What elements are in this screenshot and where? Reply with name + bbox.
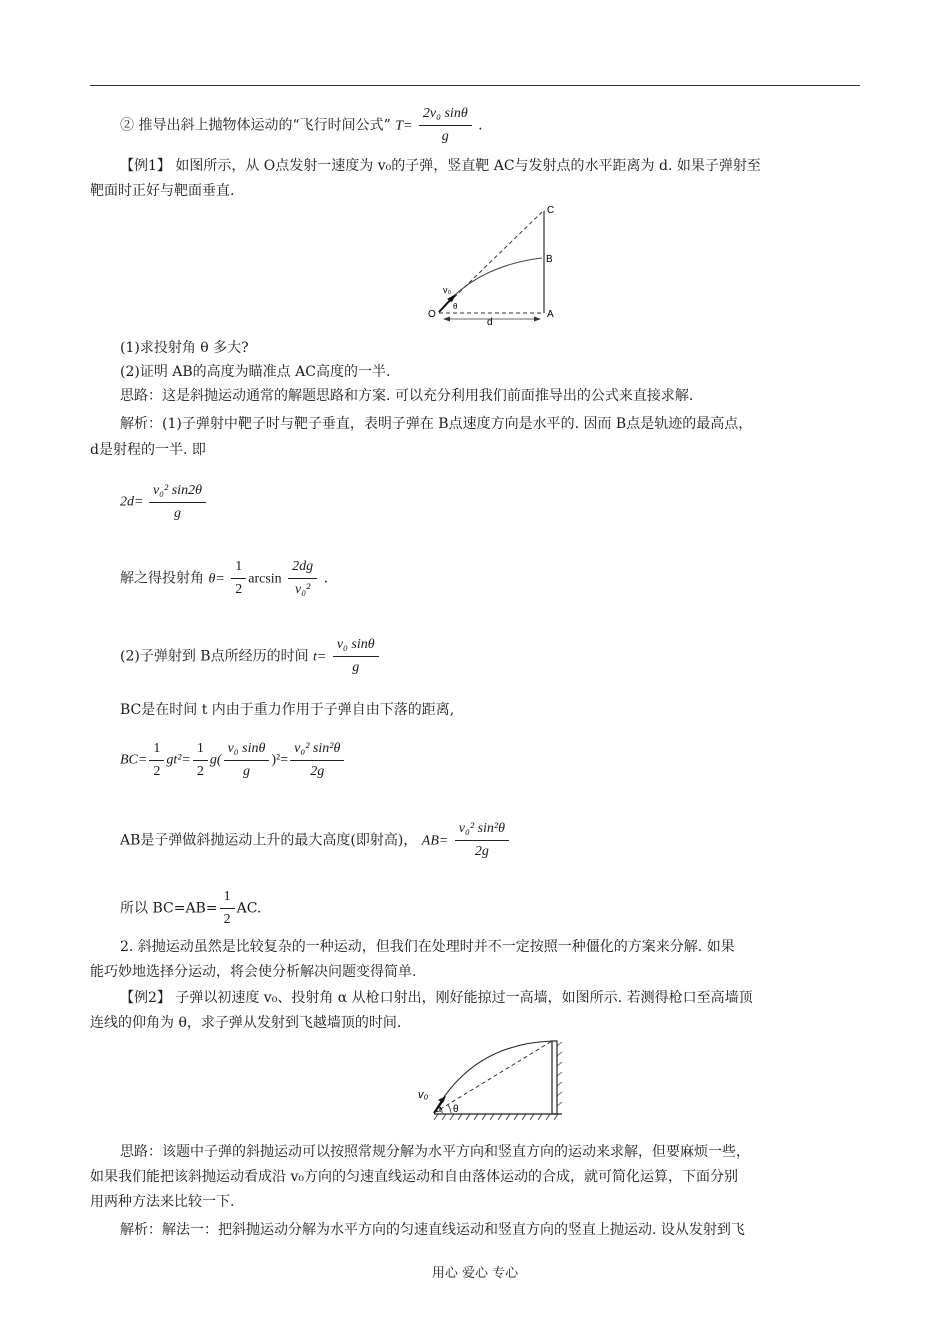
time-to-b-numerator: v₀ sinθ — [333, 634, 379, 657]
label-v0: v₀ — [443, 285, 452, 295]
example1-statement-line1: 【例1】 如图所示，从 O点发射一速度为 v₀的子弹，竖直靶 AC与发射点的水平距离为 d. 如果子弹射至 — [120, 158, 761, 174]
fraction-numerator: 2v₀ sinθ — [419, 103, 472, 126]
label-a: A — [547, 309, 554, 320]
bc-eq-half-2-den: 2 — [196, 764, 204, 779]
ab-description: AB是子弹做斜抛运动上升的最大高度(即射高)， — [120, 832, 418, 849]
bc-eq-inner-den: g — [242, 764, 250, 779]
bc-eq-close: )²= — [271, 752, 289, 768]
label-theta: θ — [453, 302, 458, 311]
time-to-b-lhs: t= — [313, 649, 327, 665]
conclusion-text: 所以 BC=AB= — [120, 900, 218, 917]
conclusion-half-den: 2 — [223, 912, 231, 927]
example2-statement-line2: 连线的仰角为 θ，求子弹从发射到飞越墙顶的时间. — [90, 1015, 402, 1031]
bc-eq-inner — [224, 738, 270, 783]
example1-statement-line2: 靶面时正好与靶面垂直. — [90, 183, 235, 199]
range-eq-denominator: g — [173, 506, 181, 521]
formula-lhs: T= — [395, 118, 413, 134]
page-footer: 用心 爱心 专心 — [431, 1266, 519, 1281]
analysis-2-line1: 解析：解法一：把斜抛运动分解为水平方向的匀速直线运动和竖直方向的竖直上抛运动. 设从发射到飞 — [120, 1222, 745, 1238]
header-rule — [90, 85, 860, 86]
fraction-denominator: g — [441, 129, 449, 144]
figure-2-wall-diagram — [412, 1036, 582, 1128]
time-to-b-denominator: g — [352, 660, 360, 675]
thinking-2-line3: 用两种方法来比较一下. — [90, 1194, 235, 1210]
ab-eq-fraction — [455, 818, 509, 863]
dimension-arrow-right — [534, 317, 541, 322]
theta-solution-text: 解之得投射角 — [120, 570, 204, 587]
bc-eq-half-2-num: 1 — [193, 738, 208, 761]
bc-description: BC是在时间 t 内由于重力作用于子弹自由下落的距离, — [120, 702, 455, 718]
trajectory-curve — [434, 1041, 552, 1113]
label-c: C — [547, 205, 555, 216]
ab-eq-denominator: 2g — [474, 844, 489, 859]
flight-time-fraction — [419, 103, 472, 148]
thinking-paragraph-1: 思路：这是斜抛运动通常的解题思路和方案. 可以充分利用我们前面推导出的公式来直接求解. — [120, 388, 694, 404]
theta-angle-arc — [448, 1105, 451, 1113]
bc-equation — [120, 738, 346, 783]
bc-eq-result-num: v₀² sin²θ — [290, 738, 344, 761]
wall-hatching — [557, 1042, 562, 1106]
bc-eq-inner-num: v₀ sinθ — [224, 738, 270, 761]
dimension-arrow-left — [443, 317, 450, 322]
bc-eq-g-paren: g( — [209, 752, 222, 768]
bc-eq-result — [290, 738, 344, 783]
theta-solution-end: . — [323, 570, 329, 587]
theta-solution-lhs: θ= — [208, 571, 225, 587]
time-to-b — [120, 634, 381, 680]
conclusion-half — [220, 886, 235, 931]
point2-line2: 能巧妙地选择分运动，将会使分析解决问题变得简单. — [90, 964, 417, 980]
analysis-1-line2: d是射程的一半. 即 — [90, 442, 206, 458]
arcsin-text: arcsin — [248, 571, 282, 587]
conclusion-half-num: 1 — [220, 886, 235, 909]
ab-line — [120, 818, 511, 864]
half-fraction — [231, 556, 246, 601]
flight-time-formula-line — [120, 103, 483, 148]
range-eq-lhs: 2d= — [120, 494, 144, 510]
bc-eq-result-den: 2g — [310, 764, 325, 779]
bc-eq-gt: gt²= — [166, 752, 191, 768]
label-alpha: α — [436, 1104, 442, 1114]
bc-eq-lhs: BC= — [120, 752, 148, 768]
time-to-b-fraction — [333, 634, 379, 679]
ab-eq-lhs: AB= — [421, 833, 449, 849]
thinking-2-line1: 思路：该题中子弹的斜抛运动可以按照常规分解为水平方向和竖直方向的运动来求解，但要麻烦一些， — [120, 1144, 750, 1160]
figure-1-trajectory-diagram — [425, 200, 575, 325]
ab-eq-numerator: v₀² sin²θ — [455, 818, 509, 841]
bc-eq-half-1 — [149, 738, 164, 783]
formula-intro-text: ② 推导出斜上抛物体运动的“飞行时间公式” — [120, 117, 391, 134]
arcsin-numerator: 2dg — [288, 556, 317, 579]
arcsin-denominator: v₀² — [294, 582, 311, 597]
analysis-1-line1: 解析：(1)子弹射中靶子时与靶子垂直，表明子弹在 B点速度方向是水平的. 因而 B点是轨迹的最高点， — [120, 416, 753, 432]
formula-end: . — [478, 117, 483, 134]
arcsin-argument-fraction — [288, 556, 317, 601]
aim-line-to-wall-top — [434, 1041, 552, 1113]
bc-eq-half-2 — [193, 738, 208, 783]
half-numerator: 1 — [231, 556, 246, 579]
bc-eq-half-1-den: 2 — [153, 764, 161, 779]
question-2: (2)证明 AB的高度为瞄准点 AC高度的一半. — [120, 364, 391, 380]
range-eq-fraction — [149, 480, 206, 525]
half-denominator: 2 — [235, 582, 243, 597]
bc-eq-half-1-num: 1 — [149, 738, 164, 761]
label-b: B — [546, 254, 553, 265]
theta-solution — [120, 556, 328, 602]
example2-statement-line1: 【例2】 子弹以初速度 v₀、投射角 α 从枪口射出，刚好能掠过一高墙，如图所示. 若测得枪口至高墙顶 — [120, 990, 753, 1006]
wall — [552, 1041, 557, 1114]
label-d: d — [487, 317, 493, 325]
label-theta: θ — [453, 1104, 459, 1115]
label-o: O — [428, 309, 436, 320]
label-v0: v₀ — [418, 1089, 429, 1101]
velocity-arrowhead — [438, 1096, 446, 1103]
conclusion-line — [120, 886, 261, 931]
range-equation — [120, 480, 208, 525]
point2-line1: 2. 斜抛运动虽然是比较复杂的一种运动，但我们在处理时并不一定按照一种僵化的方案来分解. 如果 — [120, 939, 735, 955]
conclusion-end: AC. — [236, 900, 262, 917]
thinking-2-line2: 如果我们能把该斜抛运动看成沿 v₀方向的匀速直线运动和自由落体运动的合成，就可简化运算，下面分别 — [90, 1169, 738, 1185]
range-eq-numerator: v₀² sin2θ — [149, 480, 206, 503]
question-1: (1)求投射角 θ 多大? — [120, 340, 249, 356]
time-to-b-text: (2)子弹射到 B点所经历的时间 — [120, 648, 309, 665]
